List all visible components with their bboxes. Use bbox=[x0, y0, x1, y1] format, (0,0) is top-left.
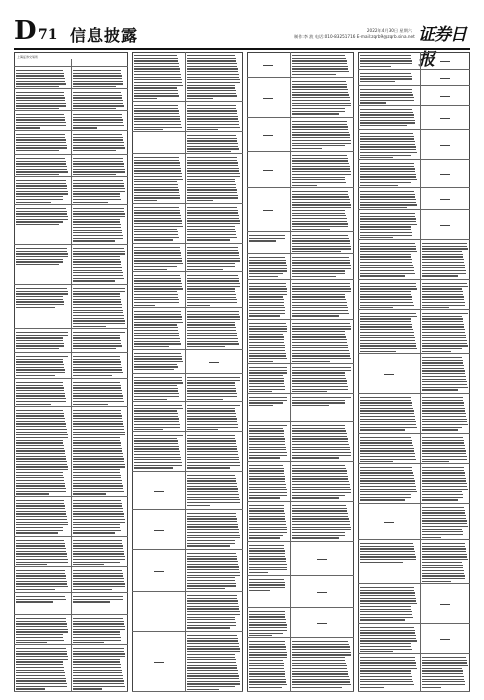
table-row bbox=[132, 132, 243, 154]
column-2 bbox=[132, 52, 243, 692]
date-line: 2022年4月30日 星期六 bbox=[366, 28, 412, 33]
table-cell bbox=[132, 133, 185, 152]
table-cell bbox=[358, 655, 420, 690]
table-cell bbox=[247, 255, 290, 278]
table-cell bbox=[71, 498, 128, 535]
table-cell bbox=[420, 311, 470, 352]
table-cell bbox=[247, 543, 290, 574]
table-cell bbox=[185, 433, 243, 470]
table-cell bbox=[14, 286, 71, 327]
table-row bbox=[132, 154, 243, 204]
table-row bbox=[247, 52, 354, 78]
table-cell bbox=[420, 107, 470, 128]
table-cell bbox=[420, 189, 470, 208]
table-row bbox=[247, 118, 354, 152]
table-row bbox=[358, 210, 470, 240]
table-cell bbox=[71, 68, 128, 87]
table-cell bbox=[247, 189, 290, 230]
table-row bbox=[132, 308, 243, 350]
table-cell bbox=[132, 103, 185, 130]
table-cell bbox=[14, 178, 71, 203]
table-row bbox=[358, 52, 470, 70]
table-cell bbox=[420, 465, 470, 502]
table-cell bbox=[71, 206, 128, 243]
table-row bbox=[14, 285, 128, 329]
masthead-meta bbox=[294, 28, 415, 40]
table-row bbox=[14, 379, 128, 407]
table-cell bbox=[132, 155, 185, 202]
table-cell bbox=[14, 68, 71, 87]
table-cell bbox=[71, 178, 128, 203]
table-row bbox=[358, 434, 470, 464]
table-cell bbox=[358, 211, 420, 238]
table-cell bbox=[420, 505, 470, 538]
table-cell bbox=[420, 161, 470, 186]
table-cell bbox=[290, 153, 354, 186]
table-row bbox=[358, 504, 470, 540]
table-row bbox=[132, 432, 243, 472]
table-cell bbox=[420, 87, 470, 104]
table-cell bbox=[185, 155, 243, 202]
table-cell bbox=[14, 616, 71, 643]
table-row bbox=[14, 177, 128, 205]
newspaper-logo: 证券日报 bbox=[418, 25, 466, 70]
table-row bbox=[247, 502, 354, 542]
table-cell bbox=[247, 365, 290, 392]
table-cell bbox=[14, 206, 71, 243]
table-cell bbox=[290, 577, 354, 606]
table-cell bbox=[14, 498, 71, 535]
table-row bbox=[358, 106, 470, 130]
table-cell bbox=[185, 593, 243, 630]
table-cell bbox=[247, 79, 290, 116]
table-cell bbox=[290, 423, 354, 460]
table-row bbox=[358, 540, 470, 584]
table-cell bbox=[358, 505, 420, 538]
table-cell bbox=[185, 245, 243, 270]
table-row bbox=[14, 537, 128, 567]
table-cell bbox=[71, 538, 128, 565]
table-row bbox=[132, 592, 243, 632]
table-row bbox=[14, 645, 128, 692]
table-row bbox=[358, 86, 470, 106]
table-cell bbox=[420, 655, 470, 690]
table-cell bbox=[14, 538, 71, 565]
table-cell bbox=[185, 473, 243, 508]
table-row bbox=[358, 310, 470, 354]
table-cell bbox=[185, 511, 243, 548]
table-row bbox=[358, 240, 470, 280]
table-cell bbox=[132, 351, 185, 372]
table-cell bbox=[247, 53, 290, 76]
table-row bbox=[14, 245, 128, 285]
table-row bbox=[358, 394, 470, 434]
table-row bbox=[132, 244, 243, 272]
table-cell bbox=[290, 543, 354, 574]
table-cell bbox=[358, 87, 420, 104]
table-cell bbox=[420, 541, 470, 582]
table-cell bbox=[132, 473, 185, 508]
table-row bbox=[247, 576, 354, 608]
table-cell bbox=[247, 233, 290, 252]
table-cell bbox=[71, 132, 128, 153]
table-cell bbox=[358, 625, 420, 652]
table-cell bbox=[132, 551, 185, 590]
table-row bbox=[247, 254, 354, 280]
table-cell bbox=[420, 211, 470, 238]
table-cell bbox=[420, 355, 470, 392]
table-cell bbox=[132, 309, 185, 348]
table-cell bbox=[14, 594, 71, 613]
table-cell bbox=[247, 153, 290, 186]
table-cell bbox=[420, 71, 470, 84]
table-cell bbox=[71, 568, 128, 591]
table-cell bbox=[358, 241, 420, 278]
table-row bbox=[247, 232, 354, 254]
table-cell bbox=[71, 354, 128, 377]
table-cell bbox=[132, 205, 185, 242]
table-cell bbox=[358, 355, 420, 392]
table-row bbox=[132, 374, 243, 402]
table-cell bbox=[132, 273, 185, 306]
table-cell bbox=[290, 503, 354, 540]
table-cell bbox=[420, 435, 470, 462]
table-row bbox=[132, 350, 243, 374]
section-letter: D bbox=[14, 16, 37, 46]
table-cell bbox=[358, 131, 420, 158]
table-cell bbox=[14, 112, 71, 129]
table-row bbox=[358, 280, 470, 310]
section-number: 71 bbox=[38, 27, 58, 43]
table-cell bbox=[420, 131, 470, 158]
table-row bbox=[247, 152, 354, 188]
table-row bbox=[247, 78, 354, 118]
table-cell bbox=[420, 241, 470, 278]
table-cell bbox=[185, 403, 243, 430]
table-cell bbox=[358, 189, 420, 208]
masthead-rule bbox=[14, 48, 470, 50]
table-cell bbox=[71, 112, 128, 129]
table-cell bbox=[14, 646, 71, 690]
table-cell bbox=[358, 161, 420, 186]
table-row bbox=[132, 550, 243, 592]
table-row bbox=[132, 402, 243, 432]
table-cell bbox=[185, 375, 243, 400]
table-cell bbox=[420, 585, 470, 622]
table-row bbox=[14, 89, 128, 111]
table-row bbox=[14, 567, 128, 593]
table-row bbox=[358, 354, 470, 394]
table-row bbox=[247, 422, 354, 462]
table-cell bbox=[290, 119, 354, 150]
table-row bbox=[132, 472, 243, 510]
table-cell bbox=[290, 395, 354, 420]
table-cell bbox=[185, 205, 243, 242]
table-cell bbox=[185, 273, 243, 306]
table-cell bbox=[420, 395, 470, 432]
table-cell bbox=[185, 551, 243, 590]
table-cell bbox=[132, 375, 185, 400]
table-cell bbox=[71, 330, 128, 351]
table-cell bbox=[247, 395, 290, 420]
table-cell bbox=[290, 281, 354, 318]
table-cell bbox=[358, 435, 420, 462]
table-cell bbox=[71, 246, 128, 283]
table-row bbox=[14, 497, 128, 537]
table-cell bbox=[132, 245, 185, 270]
table-row bbox=[358, 624, 470, 654]
table-cell bbox=[290, 639, 354, 690]
table-cell bbox=[420, 281, 470, 308]
table-row bbox=[358, 584, 470, 624]
table-cell bbox=[290, 321, 354, 362]
table-cell bbox=[14, 90, 71, 109]
table-row bbox=[14, 407, 128, 497]
table-row bbox=[247, 608, 354, 638]
table-row bbox=[247, 462, 354, 502]
column-4 bbox=[358, 52, 470, 692]
table-cell bbox=[14, 408, 71, 495]
table-cell bbox=[71, 594, 128, 613]
table-row bbox=[247, 188, 354, 232]
table-row bbox=[14, 111, 128, 131]
table-cell bbox=[132, 511, 185, 548]
table-cell bbox=[358, 107, 420, 128]
table-row bbox=[247, 320, 354, 364]
table-row bbox=[14, 353, 128, 379]
top-left-label: 上海证券交易所 bbox=[17, 55, 39, 59]
table-cell bbox=[71, 156, 128, 175]
table-cell bbox=[247, 281, 290, 318]
table-cell bbox=[14, 246, 71, 283]
table-cell bbox=[14, 156, 71, 175]
table-cell bbox=[358, 71, 420, 84]
table-cell bbox=[71, 286, 128, 327]
contact-line: 制作:李 波 电话:010-83251716 E-mail:zqrb9@zqrb.sina.net bbox=[294, 34, 415, 39]
table-cell bbox=[247, 119, 290, 150]
table-row bbox=[247, 542, 354, 576]
table-row bbox=[132, 102, 243, 132]
column-3 bbox=[247, 52, 354, 692]
table-cell bbox=[71, 90, 128, 109]
table-cell bbox=[290, 365, 354, 392]
table-cell bbox=[358, 53, 420, 68]
table-cell bbox=[132, 593, 185, 630]
table-cell bbox=[71, 616, 128, 643]
table-cell bbox=[290, 79, 354, 116]
table-cell bbox=[420, 625, 470, 652]
table-row bbox=[132, 632, 243, 692]
table-cell bbox=[132, 433, 185, 470]
table-row bbox=[247, 394, 354, 422]
table-row bbox=[358, 654, 470, 692]
table-row bbox=[14, 67, 128, 89]
table-cell bbox=[71, 646, 128, 690]
table-cell bbox=[71, 380, 128, 405]
table-row bbox=[247, 638, 354, 692]
table-cell bbox=[247, 423, 290, 460]
table-row bbox=[14, 329, 128, 353]
table-row bbox=[358, 130, 470, 160]
table-cell bbox=[132, 53, 185, 100]
table-row bbox=[247, 364, 354, 394]
table-cell bbox=[14, 354, 71, 377]
section-title: 信息披露 bbox=[70, 26, 139, 45]
table-cell bbox=[185, 53, 243, 100]
table-cell bbox=[185, 103, 243, 130]
table-cell bbox=[358, 541, 420, 582]
table-cell bbox=[247, 639, 290, 690]
table-cell bbox=[290, 463, 354, 500]
table-cell bbox=[185, 133, 243, 152]
table-row bbox=[14, 131, 128, 155]
table-row bbox=[358, 188, 470, 210]
table-cell bbox=[247, 321, 290, 362]
table-cell bbox=[14, 60, 71, 65]
table-cell bbox=[358, 311, 420, 352]
table-cell bbox=[247, 577, 290, 606]
table-row bbox=[132, 52, 243, 102]
column-1 bbox=[14, 52, 128, 692]
table-cell bbox=[358, 465, 420, 502]
table-cell bbox=[420, 53, 470, 68]
table-cell bbox=[358, 395, 420, 432]
table-row bbox=[14, 205, 128, 245]
table-cell bbox=[247, 609, 290, 636]
table-cell bbox=[71, 408, 128, 495]
table-cell bbox=[132, 403, 185, 430]
table-row bbox=[358, 70, 470, 86]
table-cell bbox=[14, 132, 71, 153]
table-row bbox=[132, 272, 243, 308]
table-cell bbox=[358, 281, 420, 308]
table-cell bbox=[185, 633, 243, 690]
table-row bbox=[14, 155, 128, 177]
table-row bbox=[132, 510, 243, 550]
table-cell bbox=[14, 380, 71, 405]
table-cell bbox=[247, 503, 290, 540]
table-cell bbox=[247, 463, 290, 500]
table-row bbox=[247, 280, 354, 320]
table-cell bbox=[71, 60, 128, 65]
table-cell bbox=[14, 330, 71, 351]
table-cell bbox=[14, 568, 71, 591]
table-cell bbox=[290, 53, 354, 76]
table-cell bbox=[358, 585, 420, 622]
table-row bbox=[358, 160, 470, 188]
table-cell bbox=[290, 255, 354, 278]
table-row bbox=[358, 464, 470, 504]
table-cell bbox=[132, 633, 185, 690]
table-row bbox=[14, 59, 128, 67]
table-row bbox=[132, 204, 243, 244]
table-cell bbox=[290, 609, 354, 636]
table-row bbox=[14, 593, 128, 615]
table-cell bbox=[290, 233, 354, 252]
table-cell bbox=[290, 189, 354, 230]
table-cell bbox=[185, 309, 243, 348]
table-cell bbox=[185, 351, 243, 372]
table-row bbox=[14, 615, 128, 645]
